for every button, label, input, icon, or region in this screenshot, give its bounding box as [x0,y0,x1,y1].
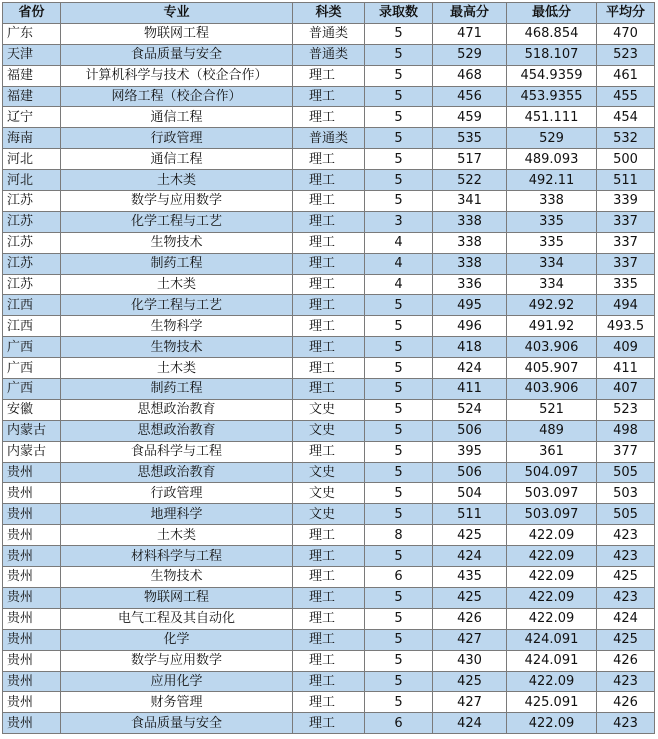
major-cell: 思想政治教育 [61,420,293,441]
avg-score-cell: 423 [597,525,655,546]
avg-score-cell: 493.5 [597,316,655,337]
max-score-cell: 435 [433,567,507,588]
province-cell: 河北 [3,170,61,191]
table-row [3,295,655,316]
admitted-cell: 5 [365,23,433,44]
max-score-cell: 425 [433,671,507,692]
category-cell: 理工 [293,191,365,212]
min-score-cell: 492.11 [507,170,597,191]
category-cell: 文史 [293,483,365,504]
admission-score-table [2,2,655,734]
min-score-cell: 468.854 [507,23,597,44]
header-max-score: 最高分 [433,3,507,24]
max-score-cell: 506 [433,420,507,441]
avg-score-cell: 423 [597,587,655,608]
province-cell: 贵州 [3,692,61,713]
category-cell: 理工 [293,608,365,629]
province-cell: 贵州 [3,671,61,692]
table-row [3,232,655,253]
avg-score-cell: 511 [597,170,655,191]
min-score-cell: 424.091 [507,650,597,671]
max-score-cell: 506 [433,462,507,483]
province-cell: 内蒙古 [3,420,61,441]
category-cell: 理工 [293,358,365,379]
major-cell: 行政管理 [61,483,293,504]
min-score-cell: 422.09 [507,587,597,608]
min-score-cell: 529 [507,128,597,149]
admitted-cell: 5 [365,504,433,525]
category-cell: 文史 [293,504,365,525]
min-score-cell: 489.093 [507,149,597,170]
admitted-cell: 5 [365,191,433,212]
admitted-cell: 5 [365,399,433,420]
admitted-cell: 6 [365,567,433,588]
header-province: 省份 [3,3,61,24]
min-score-cell: 503.097 [507,483,597,504]
max-score-cell: 511 [433,504,507,525]
min-score-cell: 334 [507,274,597,295]
major-cell: 化学工程与工艺 [61,295,293,316]
min-score-cell: 492.92 [507,295,597,316]
avg-score-cell: 425 [597,629,655,650]
category-cell: 普通类 [293,44,365,65]
max-score-cell: 496 [433,316,507,337]
min-score-cell: 422.09 [507,713,597,734]
avg-score-cell: 423 [597,713,655,734]
table-row [3,191,655,212]
category-cell: 理工 [293,86,365,107]
major-cell: 地理科学 [61,504,293,525]
avg-score-cell: 377 [597,441,655,462]
category-cell: 理工 [293,232,365,253]
header-min-score: 最低分 [507,3,597,24]
province-cell: 福建 [3,86,61,107]
major-cell: 思想政治教育 [61,399,293,420]
header-row [3,3,655,24]
admitted-cell: 5 [365,149,433,170]
min-score-cell: 422.09 [507,567,597,588]
avg-score-cell: 505 [597,504,655,525]
header-category: 科类 [293,3,365,24]
avg-score-cell: 337 [597,211,655,232]
avg-score-cell: 454 [597,107,655,128]
major-cell: 行政管理 [61,128,293,149]
table-row [3,337,655,358]
province-cell: 贵州 [3,587,61,608]
major-cell: 食品质量与安全 [61,713,293,734]
admitted-cell: 5 [365,379,433,400]
avg-score-cell: 425 [597,567,655,588]
table-row [3,587,655,608]
major-cell: 生物技术 [61,232,293,253]
province-cell: 贵州 [3,504,61,525]
admitted-cell: 6 [365,713,433,734]
avg-score-cell: 424 [597,608,655,629]
min-score-cell: 518.107 [507,44,597,65]
major-cell: 数学与应用数学 [61,650,293,671]
admitted-cell: 5 [365,316,433,337]
province-cell: 广西 [3,337,61,358]
province-cell: 贵州 [3,713,61,734]
province-cell: 安徽 [3,399,61,420]
min-score-cell: 422.09 [507,671,597,692]
major-cell: 通信工程 [61,107,293,128]
min-score-cell: 422.09 [507,525,597,546]
major-cell: 食品质量与安全 [61,44,293,65]
province-cell: 内蒙古 [3,441,61,462]
min-score-cell: 422.09 [507,608,597,629]
max-score-cell: 426 [433,608,507,629]
max-score-cell: 338 [433,253,507,274]
province-cell: 江苏 [3,211,61,232]
min-score-cell: 335 [507,232,597,253]
max-score-cell: 535 [433,128,507,149]
category-cell: 理工 [293,316,365,337]
avg-score-cell: 339 [597,191,655,212]
major-cell: 食品科学与工程 [61,441,293,462]
category-cell: 理工 [293,379,365,400]
major-cell: 物联网工程 [61,587,293,608]
min-score-cell: 361 [507,441,597,462]
avg-score-cell: 411 [597,358,655,379]
table-row [3,211,655,232]
major-cell: 计算机科学与技术（校企合作） [61,65,293,86]
province-cell: 江苏 [3,274,61,295]
category-cell: 理工 [293,692,365,713]
admitted-cell: 5 [365,587,433,608]
table-row [3,316,655,337]
max-score-cell: 425 [433,525,507,546]
province-cell: 贵州 [3,546,61,567]
avg-score-cell: 455 [597,86,655,107]
max-score-cell: 338 [433,232,507,253]
category-cell: 理工 [293,253,365,274]
admitted-cell: 5 [365,608,433,629]
avg-score-cell: 337 [597,232,655,253]
avg-score-cell: 523 [597,44,655,65]
admitted-cell: 5 [365,128,433,149]
category-cell: 理工 [293,546,365,567]
admitted-cell: 5 [365,358,433,379]
avg-score-cell: 409 [597,337,655,358]
min-score-cell: 504.097 [507,462,597,483]
province-cell: 广东 [3,23,61,44]
max-score-cell: 338 [433,211,507,232]
min-score-cell: 521 [507,399,597,420]
max-score-cell: 504 [433,483,507,504]
avg-score-cell: 426 [597,692,655,713]
max-score-cell: 424 [433,546,507,567]
max-score-cell: 517 [433,149,507,170]
max-score-cell: 424 [433,713,507,734]
table-row [3,441,655,462]
table-row [3,379,655,400]
avg-score-cell: 407 [597,379,655,400]
province-cell: 天津 [3,44,61,65]
table-row [3,525,655,546]
table-row [3,483,655,504]
admitted-cell: 5 [365,107,433,128]
min-score-cell: 403.906 [507,337,597,358]
major-cell: 生物技术 [61,337,293,358]
table-body [3,23,655,733]
province-cell: 贵州 [3,483,61,504]
table-row [3,149,655,170]
avg-score-cell: 423 [597,546,655,567]
min-score-cell: 338 [507,191,597,212]
table-row [3,608,655,629]
table-row [3,567,655,588]
province-cell: 河北 [3,149,61,170]
max-score-cell: 471 [433,23,507,44]
admitted-cell: 5 [365,692,433,713]
admitted-cell: 5 [365,462,433,483]
table-row [3,274,655,295]
table-row [3,692,655,713]
admitted-cell: 5 [365,337,433,358]
admitted-cell: 4 [365,274,433,295]
category-cell: 理工 [293,170,365,191]
major-cell: 生物科学 [61,316,293,337]
table-row [3,23,655,44]
avg-score-cell: 423 [597,671,655,692]
table-row [3,44,655,65]
max-score-cell: 395 [433,441,507,462]
major-cell: 财务管理 [61,692,293,713]
category-cell: 理工 [293,107,365,128]
table-row [3,170,655,191]
min-score-cell: 451.111 [507,107,597,128]
province-cell: 江苏 [3,232,61,253]
major-cell: 应用化学 [61,671,293,692]
category-cell: 文史 [293,399,365,420]
table-row [3,107,655,128]
avg-score-cell: 461 [597,65,655,86]
max-score-cell: 425 [433,587,507,608]
category-cell: 理工 [293,650,365,671]
admitted-cell: 5 [365,170,433,191]
min-score-cell: 424.091 [507,629,597,650]
min-score-cell: 489 [507,420,597,441]
min-score-cell: 403.906 [507,379,597,400]
admitted-cell: 5 [365,295,433,316]
province-cell: 贵州 [3,462,61,483]
min-score-cell: 491.92 [507,316,597,337]
category-cell: 理工 [293,713,365,734]
major-cell: 生物技术 [61,567,293,588]
max-score-cell: 418 [433,337,507,358]
category-cell: 理工 [293,337,365,358]
avg-score-cell: 498 [597,420,655,441]
table-row [3,420,655,441]
header-avg-score: 平均分 [597,3,655,24]
min-score-cell: 454.9359 [507,65,597,86]
avg-score-cell: 337 [597,253,655,274]
major-cell: 土木类 [61,525,293,546]
admitted-cell: 5 [365,86,433,107]
admitted-cell: 5 [365,441,433,462]
max-score-cell: 468 [433,65,507,86]
table-row [3,358,655,379]
province-cell: 贵州 [3,525,61,546]
admitted-cell: 4 [365,232,433,253]
admitted-cell: 5 [365,671,433,692]
table-row [3,462,655,483]
admitted-cell: 5 [365,546,433,567]
major-cell: 思想政治教育 [61,462,293,483]
major-cell: 数学与应用数学 [61,191,293,212]
major-cell: 土木类 [61,274,293,295]
avg-score-cell: 500 [597,149,655,170]
category-cell: 理工 [293,587,365,608]
category-cell: 文史 [293,420,365,441]
max-score-cell: 411 [433,379,507,400]
max-score-cell: 524 [433,399,507,420]
table-row [3,629,655,650]
avg-score-cell: 505 [597,462,655,483]
category-cell: 理工 [293,149,365,170]
header-major: 专业 [61,3,293,24]
min-score-cell: 335 [507,211,597,232]
province-cell: 福建 [3,65,61,86]
admitted-cell: 5 [365,420,433,441]
max-score-cell: 495 [433,295,507,316]
province-cell: 贵州 [3,650,61,671]
major-cell: 化学工程与工艺 [61,211,293,232]
max-score-cell: 424 [433,358,507,379]
category-cell: 理工 [293,211,365,232]
table-row [3,504,655,525]
category-cell: 普通类 [293,128,365,149]
category-cell: 文史 [293,462,365,483]
table-row [3,546,655,567]
province-cell: 广西 [3,379,61,400]
table-row [3,86,655,107]
category-cell: 理工 [293,441,365,462]
max-score-cell: 427 [433,629,507,650]
min-score-cell: 422.09 [507,546,597,567]
min-score-cell: 453.9355 [507,86,597,107]
province-cell: 贵州 [3,608,61,629]
admitted-cell: 5 [365,44,433,65]
max-score-cell: 430 [433,650,507,671]
major-cell: 电气工程及其自动化 [61,608,293,629]
category-cell: 普通类 [293,23,365,44]
province-cell: 辽宁 [3,107,61,128]
major-cell: 通信工程 [61,149,293,170]
max-score-cell: 522 [433,170,507,191]
category-cell: 理工 [293,525,365,546]
avg-score-cell: 532 [597,128,655,149]
avg-score-cell: 523 [597,399,655,420]
category-cell: 理工 [293,65,365,86]
major-cell: 制药工程 [61,253,293,274]
table-row [3,713,655,734]
max-score-cell: 456 [433,86,507,107]
admitted-cell: 5 [365,483,433,504]
table-row [3,65,655,86]
table-row [3,253,655,274]
major-cell: 材料科学与工程 [61,546,293,567]
province-cell: 贵州 [3,629,61,650]
admitted-cell: 3 [365,211,433,232]
table-row [3,671,655,692]
max-score-cell: 336 [433,274,507,295]
admitted-cell: 5 [365,629,433,650]
province-cell: 江西 [3,316,61,337]
province-cell: 海南 [3,128,61,149]
max-score-cell: 341 [433,191,507,212]
avg-score-cell: 470 [597,23,655,44]
min-score-cell: 425.091 [507,692,597,713]
header-admitted: 录取数 [365,3,433,24]
province-cell: 江苏 [3,191,61,212]
category-cell: 理工 [293,629,365,650]
major-cell: 物联网工程 [61,23,293,44]
min-score-cell: 405.907 [507,358,597,379]
major-cell: 土木类 [61,358,293,379]
admitted-cell: 5 [365,650,433,671]
avg-score-cell: 503 [597,483,655,504]
avg-score-cell: 335 [597,274,655,295]
max-score-cell: 529 [433,44,507,65]
province-cell: 贵州 [3,567,61,588]
avg-score-cell: 426 [597,650,655,671]
province-cell: 江西 [3,295,61,316]
province-cell: 江苏 [3,253,61,274]
avg-score-cell: 494 [597,295,655,316]
max-score-cell: 427 [433,692,507,713]
min-score-cell: 503.097 [507,504,597,525]
major-cell: 化学 [61,629,293,650]
table-row [3,128,655,149]
province-cell: 广西 [3,358,61,379]
max-score-cell: 459 [433,107,507,128]
table-row [3,399,655,420]
category-cell: 理工 [293,295,365,316]
admitted-cell: 5 [365,65,433,86]
major-cell: 制药工程 [61,379,293,400]
admitted-cell: 8 [365,525,433,546]
major-cell: 土木类 [61,170,293,191]
category-cell: 理工 [293,567,365,588]
admitted-cell: 4 [365,253,433,274]
major-cell: 网络工程（校企合作） [61,86,293,107]
table-row [3,650,655,671]
category-cell: 理工 [293,274,365,295]
min-score-cell: 334 [507,253,597,274]
category-cell: 理工 [293,671,365,692]
